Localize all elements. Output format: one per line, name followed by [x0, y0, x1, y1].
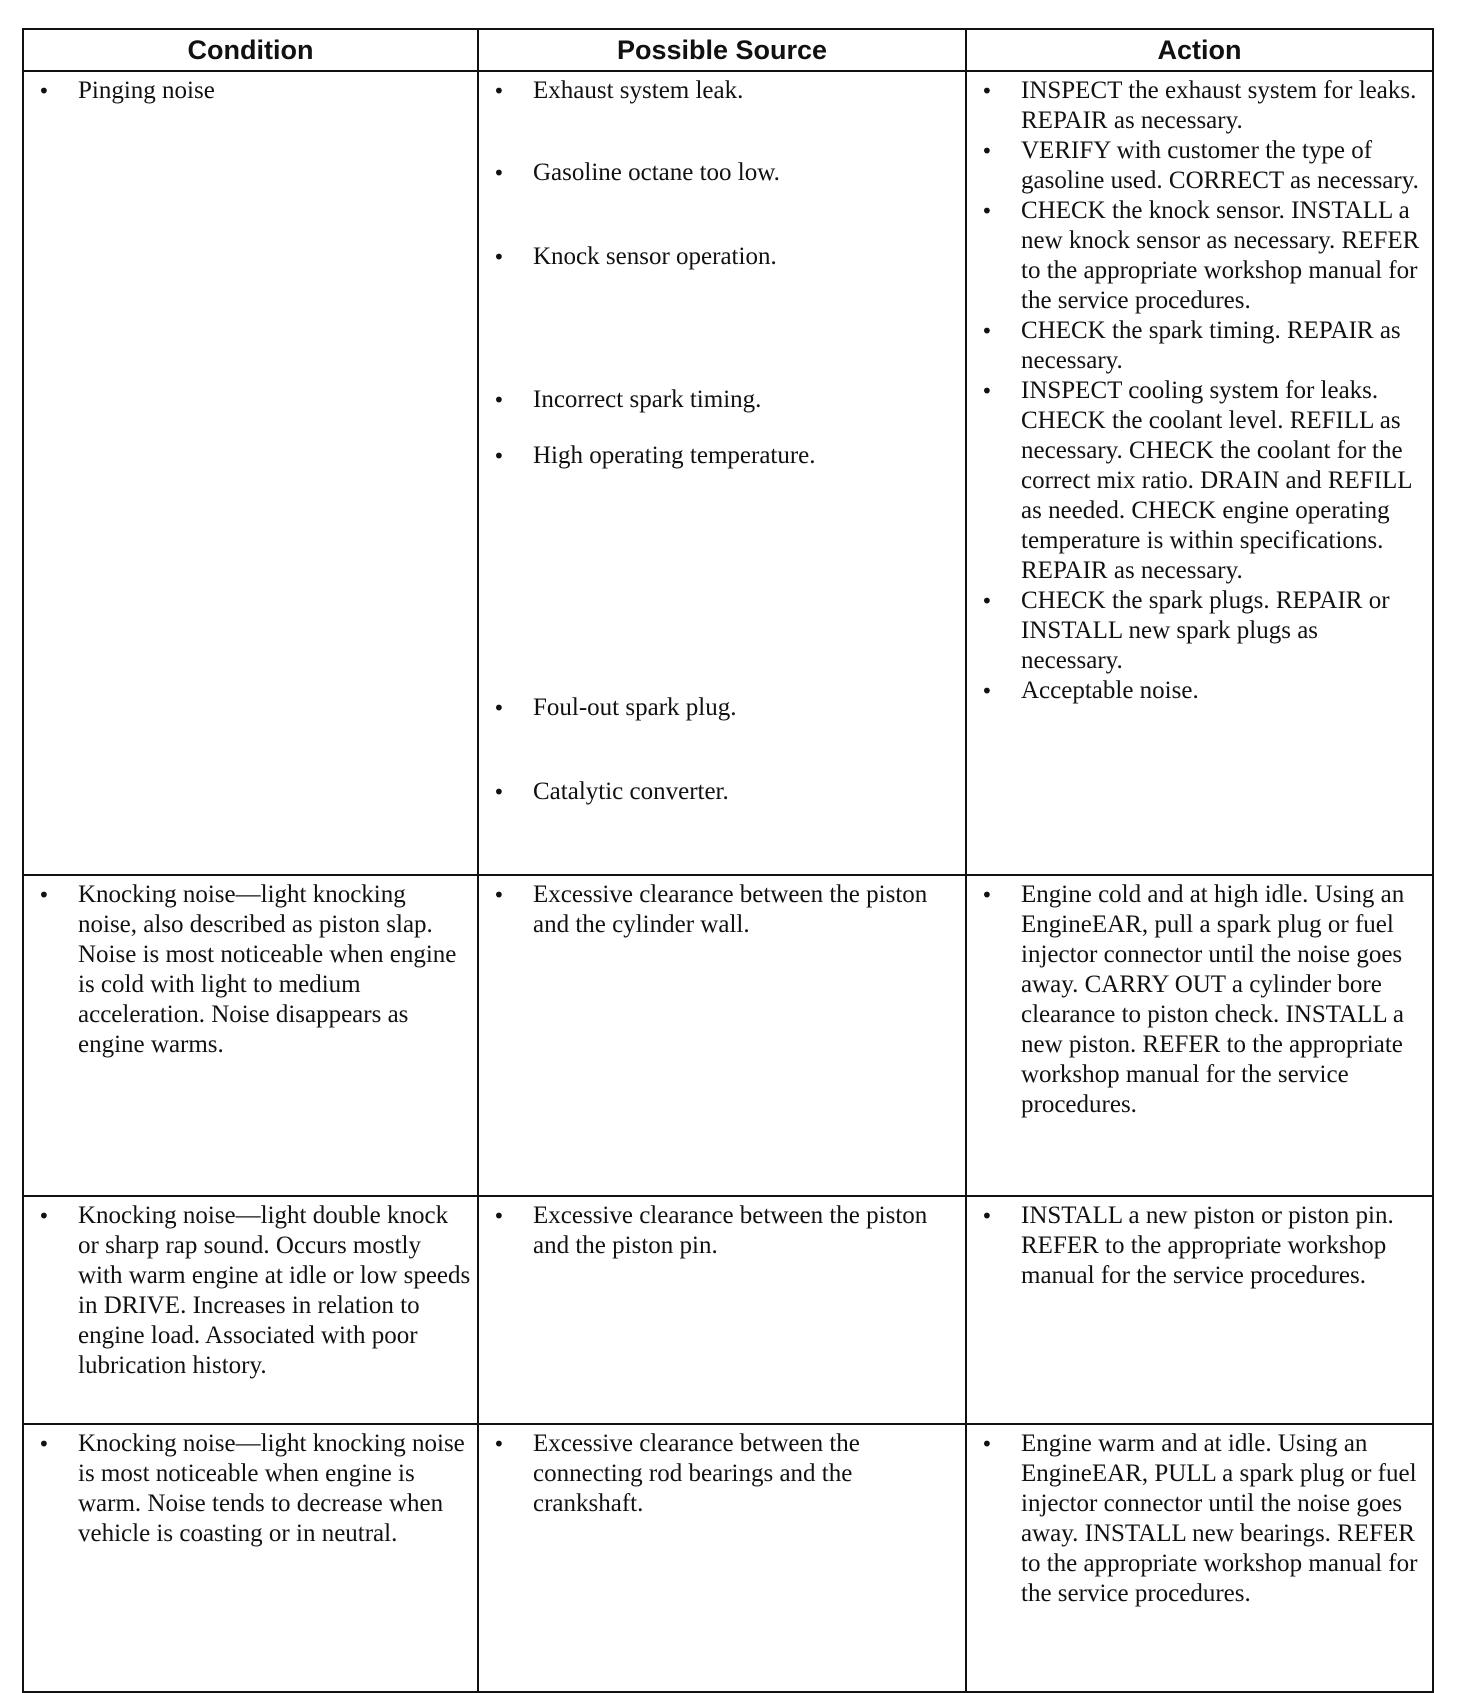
- source-cell: [478, 1424, 966, 1692]
- condition-text: • Pinging noise: [38, 76, 471, 106]
- diagnosis-table: [22, 28, 1434, 1693]
- action-item: • CHECK the spark plugs. REPAIR or INSTALL new spark plugs as necessary.: [981, 586, 1426, 676]
- source-item: • Gasoline octane too low.: [493, 158, 959, 188]
- action-cell: [966, 875, 1433, 1196]
- condition-text: • Knocking noise—light knocking noise, also described as piston slap. Noise is most noticeable when engine is cold with light to medium acceleration. Noise disappears as engine warms.: [38, 880, 471, 1060]
- source-item: • Excessive clearance between the connecting rod bearings and the crankshaft.: [493, 1429, 959, 1519]
- action-item: • Engine cold and at high idle. Using an EngineEAR, pull a spark plug or fuel injector connector until the noise goes away. CARRY OUT a cylinder bore clearance to piston check. INSTALL a new piston. REFER to the appropriate workshop manual for the service procedures.: [981, 880, 1426, 1120]
- source-item: • Foul-out spark plug.: [493, 693, 959, 723]
- source-item: • Catalytic converter.: [493, 777, 959, 807]
- action-item: • INSPECT the exhaust system for leaks. REPAIR as necessary.: [981, 76, 1426, 136]
- header-condition: Condition: [23, 29, 478, 71]
- source-item: • Excessive clearance between the piston and the cylinder wall.: [493, 880, 959, 940]
- source-cell: [478, 71, 966, 875]
- table-row-rod-bearings: [23, 1424, 1433, 1692]
- action-item: • INSPECT cooling system for leaks. CHECK the coolant level. REFILL as necessary. CHECK the coolant for the correct mix ratio. DRAIN and REFILL as needed. CHECK engine operating temperature is within specifications. REPAIR as necessary.: [981, 376, 1426, 586]
- condition-cell: [23, 1196, 478, 1424]
- source-cell: [478, 1196, 966, 1424]
- action-item: • VERIFY with customer the type of gasoline used. CORRECT as necessary.: [981, 136, 1426, 196]
- source-cell: [478, 875, 966, 1196]
- action-cell: [966, 71, 1433, 875]
- condition-cell: [23, 71, 478, 875]
- source-item: • Excessive clearance between the piston and the piston pin.: [493, 1201, 959, 1261]
- diagnosis-sheet: [22, 28, 1432, 1693]
- source-item: • Knock sensor operation.: [493, 242, 959, 272]
- action-item: • INSTALL a new piston or piston pin. REFER to the appropriate workshop manual for the service procedures.: [981, 1201, 1426, 1291]
- header-row: [23, 29, 1433, 71]
- header-possible-source: Possible Source: [478, 29, 966, 71]
- source-item: • Exhaust system leak.: [493, 76, 959, 106]
- action-item: • Acceptable noise.: [981, 676, 1426, 706]
- condition-cell: [23, 1424, 478, 1692]
- header-action: Action: [966, 29, 1433, 71]
- action-item: • CHECK the spark timing. REPAIR as necessary.: [981, 316, 1426, 376]
- table-row-piston-slap: [23, 875, 1433, 1196]
- table-row-pinging: [23, 71, 1433, 875]
- action-item: • CHECK the knock sensor. INSTALL a new knock sensor as necessary. REFER to the appropriate workshop manual for the service procedures.: [981, 196, 1426, 316]
- action-cell: [966, 1424, 1433, 1692]
- source-item: • High operating temperature.: [493, 441, 959, 471]
- condition-cell: [23, 875, 478, 1196]
- action-item: • Engine warm and at idle. Using an EngineEAR, PULL a spark plug or fuel injector connector until the noise goes away. INSTALL new bearings. REFER to the appropriate workshop manual for the service procedures.: [981, 1429, 1426, 1609]
- condition-text: • Knocking noise—light knocking noise is most noticeable when engine is warm. Noise tends to decrease when vehicle is coasting or in neutral.: [38, 1429, 471, 1549]
- condition-text: • Knocking noise—light double knock or sharp rap sound. Occurs mostly with warm engine at idle or low speeds in DRIVE. Increases in relation to engine load. Associated with poor lubrication history.: [38, 1201, 471, 1381]
- action-cell: [966, 1196, 1433, 1424]
- source-item: • Incorrect spark timing.: [493, 385, 959, 415]
- table-row-double-knock: [23, 1196, 1433, 1424]
